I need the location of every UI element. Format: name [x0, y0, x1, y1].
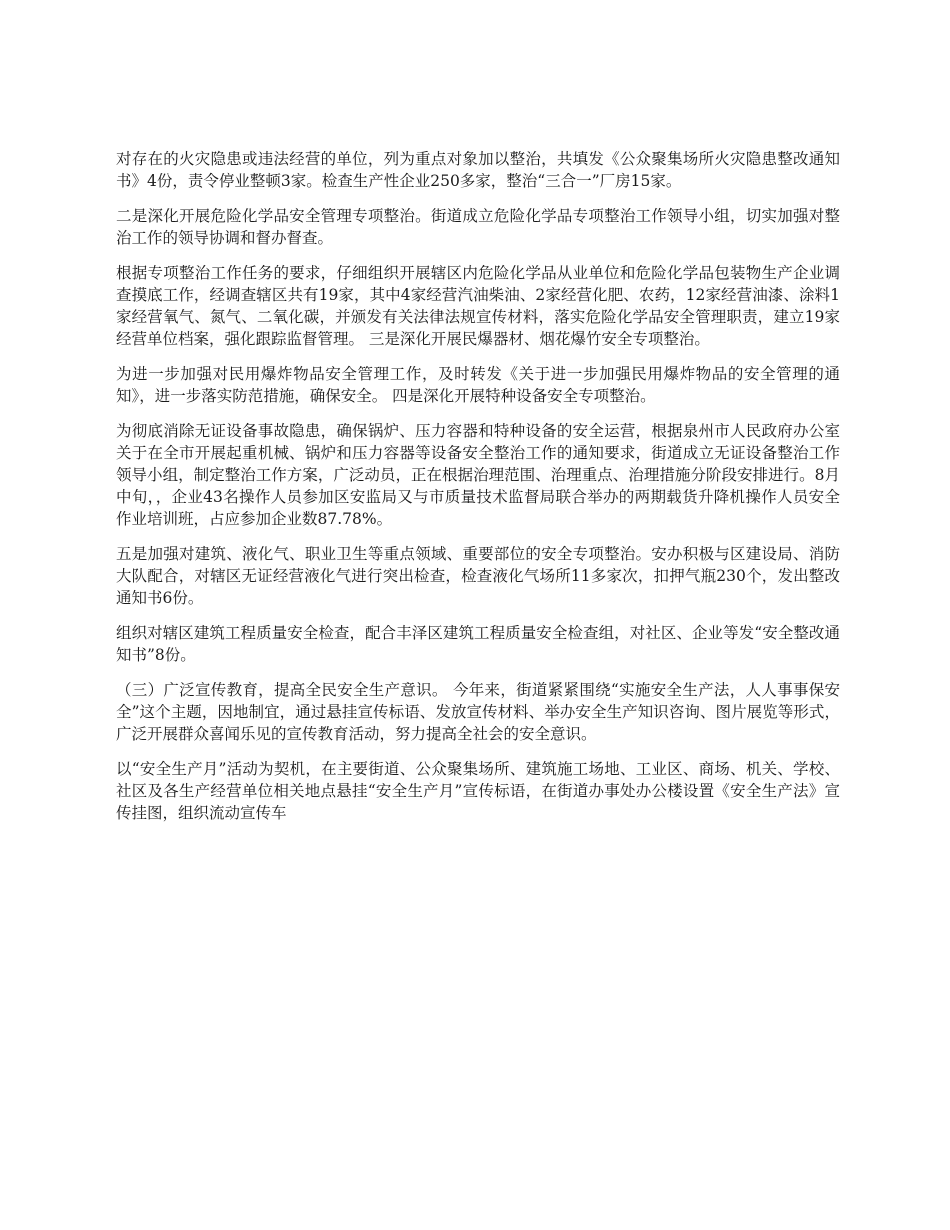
document-body — [116, 148, 840, 837]
paragraph: 根据专项整治工作任务的要求，仔细组织开展辖区内危险化学品从业单位和危险化学品包装物生产企业调查摸底工作，经调查辖区共有19家，其中4家经营汽油柴油、2家经营化肥、农药，12家经营油漆、涂料1家经营氧气、氮气、二氧化碳，并颁发有关法律法规宣传材料，落实危险化学品安全管理职责，建立19家经营单位档案，强化跟踪监督管理。 三是深化开展民爆器材、烟花爆竹安全专项整治。 — [116, 264, 840, 348]
paragraph: 五是加强对建筑、液化气、职业卫生等重点领域、重要部位的安全专项整治。安办积极与区建设局、消防大队配合，对辖区无证经营液化气进行突出检查，检查液化气场所11多家次，扣押气瓶230个，发出整改通知书6份。 — [116, 545, 840, 607]
paragraph: （三）广泛宣传教育，提高全民安全生产意识。 今年来，街道紧紧围绕“实施安全生产法，人人事事保安全”这个主题，因地制宜，通过悬挂宣传标语、发放宣传材料、举办安全生产知识咨询、图片展览等形式，广泛开展群众喜闻乐见的宣传教育活动，努力提高全社会的安全意识。 — [116, 681, 840, 743]
paragraph: 组织对辖区建筑工程质量安全检查，配合丰泽区建筑工程质量安全检查组，对社区、企业等发“安全整改通知书”8份。 — [116, 624, 840, 664]
paragraph: 为彻底消除无证设备事故隐患，确保锅炉、压力容器和特种设备的安全运营，根据泉州市人民政府办公室关于在全市开展起重机械、锅炉和压力容器等设备安全整治工作的通知要求，街道成立无证设备整治工作领导小组，制定整治工作方案，广泛动员，正在根据治理范围、治理重点、治理措施分阶段安排进行。8月中旬，，企业43名操作人员参加区安监局又与市质量技术监督局联合举办的两期载货升降机操作人员安全作业培训班，占应参加企业数87.78%。 — [116, 422, 840, 528]
paragraph: 以“安全生产月”活动为契机，在主要街道、公众聚集场所、建筑施工场地、工业区、商场、机关、学校、社区及各生产经营单位相关地点悬挂“安全生产月”宣传标语，在街道办事处办公楼设置《安全生产法》宣传挂图，组织流动宣传车 — [116, 760, 840, 822]
paragraph: 二是深化开展危险化学品安全管理专项整治。街道成立危险化学品专项整治工作领导小组，切实加强对整治工作的领导协调和督办督查。 — [116, 207, 840, 247]
paragraph: 为进一步加强对民用爆炸物品安全管理工作，及时转发《关于进一步加强民用爆炸物品的安全管理的通知》，进一步落实防范措施，确保安全。 四是深化开展特种设备安全专项整治。 — [116, 365, 840, 405]
paragraph: 对存在的火灾隐患或违法经营的单位，列为重点对象加以整治，共填发《公众聚集场所火灾隐患整改通知书》4份，责令停业整顿3家。检查生产性企业250多家，整治“三合一”厂房15家。 — [116, 150, 840, 190]
